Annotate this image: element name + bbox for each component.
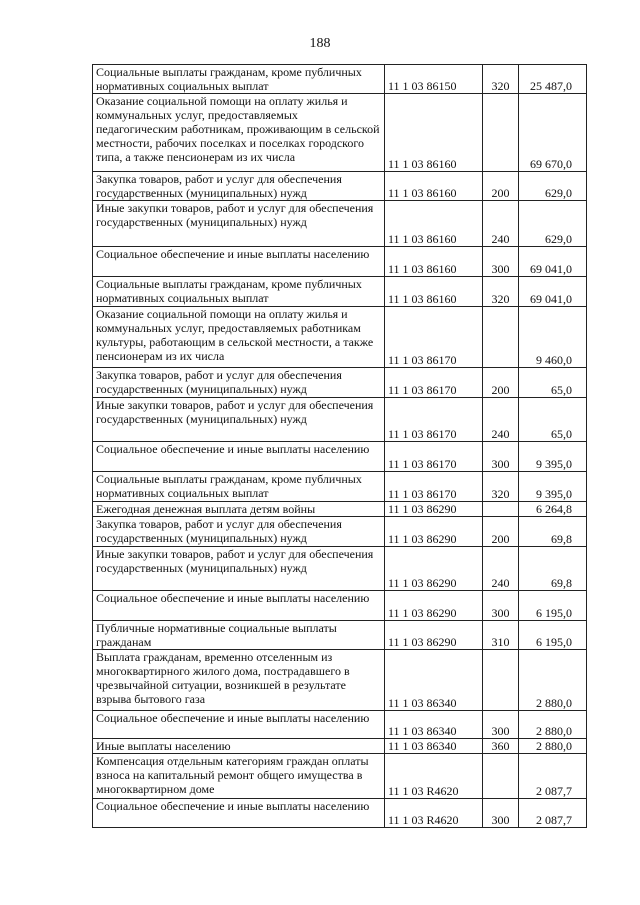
table-row (93, 247, 587, 277)
row-expense-type: 320 (483, 277, 519, 307)
row-amount: 629,0 (519, 201, 587, 247)
row-code: 11 1 03 86170 (385, 442, 483, 472)
row-amount: 629,0 (519, 172, 587, 201)
row-expense-type: 300 (483, 591, 519, 621)
row-name: Оказание социальной помощи на оплату жилья и коммунальных услуг, предоставляемых работникам культуры, работающим в сельской местности, а также пенсионерам из их числа (93, 307, 385, 368)
table-row (93, 799, 587, 828)
row-amount: 9 395,0 (519, 442, 587, 472)
row-amount: 2 880,0 (519, 739, 587, 754)
row-amount: 69,8 (519, 547, 587, 591)
table-row (93, 201, 587, 247)
row-code: 11 1 03 86170 (385, 398, 483, 442)
row-amount: 65,0 (519, 398, 587, 442)
row-code: 11 1 03 86340 (385, 739, 483, 754)
table-row (93, 739, 587, 754)
row-code: 11 1 03 86170 (385, 307, 483, 368)
table-row (93, 94, 587, 172)
row-code: 11 1 03 86150 (385, 65, 483, 94)
row-expense-type: 310 (483, 621, 519, 650)
row-name: Оказание социальной помощи на оплату жилья и коммунальных услуг, предоставляемых педагогическим работникам, проживающим в сельской местности, рабочих поселках и поселках городского типа, а также пенсионерам из их числа (93, 94, 385, 172)
row-code: 11 1 03 86160 (385, 247, 483, 277)
page-number: 188 (309, 36, 331, 51)
row-name: Иные закупки товаров, работ и услуг для обеспечения государственных (муниципальных) нужд (93, 398, 385, 442)
table-row (93, 65, 587, 94)
row-name: Ежегодная денежная выплата детям войны (93, 502, 385, 517)
row-expense-type (483, 650, 519, 711)
row-amount: 9 395,0 (519, 472, 587, 502)
row-name: Социальное обеспечение и иные выплаты населению (93, 247, 385, 277)
row-name: Социальные выплаты гражданам, кроме публичных нормативных социальных выплат (93, 277, 385, 307)
row-code: 11 1 03 86290 (385, 621, 483, 650)
row-amount: 2 087,7 (519, 754, 587, 799)
table-row (93, 517, 587, 547)
row-amount: 69 041,0 (519, 247, 587, 277)
row-amount: 65,0 (519, 368, 587, 398)
row-code: 11 1 03 86160 (385, 94, 483, 172)
row-code: 11 1 03 86340 (385, 650, 483, 711)
budget-table (92, 64, 587, 828)
table-row (93, 650, 587, 711)
row-expense-type: 320 (483, 65, 519, 94)
row-code: 11 1 03 86160 (385, 201, 483, 247)
row-expense-type: 300 (483, 442, 519, 472)
row-expense-type: 360 (483, 739, 519, 754)
row-name: Социальное обеспечение и иные выплаты населению (93, 591, 385, 621)
table-row (93, 277, 587, 307)
row-code: 11 1 03 86170 (385, 472, 483, 502)
row-expense-type: 200 (483, 172, 519, 201)
row-amount: 69 041,0 (519, 277, 587, 307)
table-row (93, 711, 587, 739)
row-amount: 9 460,0 (519, 307, 587, 368)
row-code: 11 1 03 86290 (385, 517, 483, 547)
table-row (93, 172, 587, 201)
row-expense-type: 200 (483, 368, 519, 398)
row-code: 11 1 03 86290 (385, 547, 483, 591)
row-name: Социальные выплаты гражданам, кроме публичных нормативных социальных выплат (93, 65, 385, 94)
table-row (93, 754, 587, 799)
row-code: 11 1 03 86160 (385, 172, 483, 201)
row-name: Закупка товаров, работ и услуг для обеспечения государственных (муниципальных) нужд (93, 517, 385, 547)
row-expense-type (483, 502, 519, 517)
row-expense-type (483, 94, 519, 172)
table-row (93, 442, 587, 472)
row-amount: 69 670,0 (519, 94, 587, 172)
row-expense-type: 300 (483, 799, 519, 828)
row-amount: 2 087,7 (519, 799, 587, 828)
row-name: Публичные нормативные социальные выплаты гражданам (93, 621, 385, 650)
row-amount: 2 880,0 (519, 711, 587, 739)
table-row (93, 307, 587, 368)
table-row (93, 368, 587, 398)
table-row (93, 547, 587, 591)
row-amount: 6 195,0 (519, 621, 587, 650)
row-name: Выплата гражданам, временно отселенным из многоквартирного жилого дома, пострадавшего в чрезвычайной ситуации, возникшей в результате взрыва бытового газа (93, 650, 385, 711)
row-name: Иные закупки товаров, работ и услуг для обеспечения государственных (муниципальных) нужд (93, 201, 385, 247)
row-amount: 6 195,0 (519, 591, 587, 621)
row-name: Социальное обеспечение и иные выплаты населению (93, 442, 385, 472)
row-name: Закупка товаров, работ и услуг для обеспечения государственных (муниципальных) нужд (93, 368, 385, 398)
row-name: Иные выплаты населению (93, 739, 385, 754)
row-name: Иные закупки товаров, работ и услуг для обеспечения государственных (муниципальных) нужд (93, 547, 385, 591)
row-expense-type: 200 (483, 517, 519, 547)
row-amount: 25 487,0 (519, 65, 587, 94)
row-expense-type (483, 754, 519, 799)
table-row (93, 398, 587, 442)
budget-table-body (93, 65, 587, 828)
row-expense-type: 300 (483, 711, 519, 739)
row-name: Социальное обеспечение и иные выплаты населению (93, 711, 385, 739)
row-code: 11 1 03 86160 (385, 277, 483, 307)
table-row (93, 472, 587, 502)
row-code: 11 1 03 86290 (385, 591, 483, 621)
row-code: 11 1 03 86340 (385, 711, 483, 739)
table-row (93, 591, 587, 621)
row-expense-type: 240 (483, 547, 519, 591)
row-expense-type (483, 307, 519, 368)
row-code: 11 1 03 86170 (385, 368, 483, 398)
row-expense-type: 320 (483, 472, 519, 502)
row-code: 11 1 03 R4620 (385, 754, 483, 799)
row-code: 11 1 03 86290 (385, 502, 483, 517)
row-name: Социальное обеспечение и иные выплаты населению (93, 799, 385, 828)
table-row (93, 502, 587, 517)
row-code: 11 1 03 R4620 (385, 799, 483, 828)
row-expense-type: 240 (483, 398, 519, 442)
row-name: Компенсация отдельным категориям граждан оплаты взноса на капитальный ремонт общего имущества в многоквартирном доме (93, 754, 385, 799)
row-amount: 69,8 (519, 517, 587, 547)
row-amount: 2 880,0 (519, 650, 587, 711)
row-amount: 6 264,8 (519, 502, 587, 517)
row-expense-type: 300 (483, 247, 519, 277)
row-expense-type: 240 (483, 201, 519, 247)
row-name: Закупка товаров, работ и услуг для обеспечения государственных (муниципальных) нужд (93, 172, 385, 201)
table-row (93, 621, 587, 650)
row-name: Социальные выплаты гражданам, кроме публичных нормативных социальных выплат (93, 472, 385, 502)
